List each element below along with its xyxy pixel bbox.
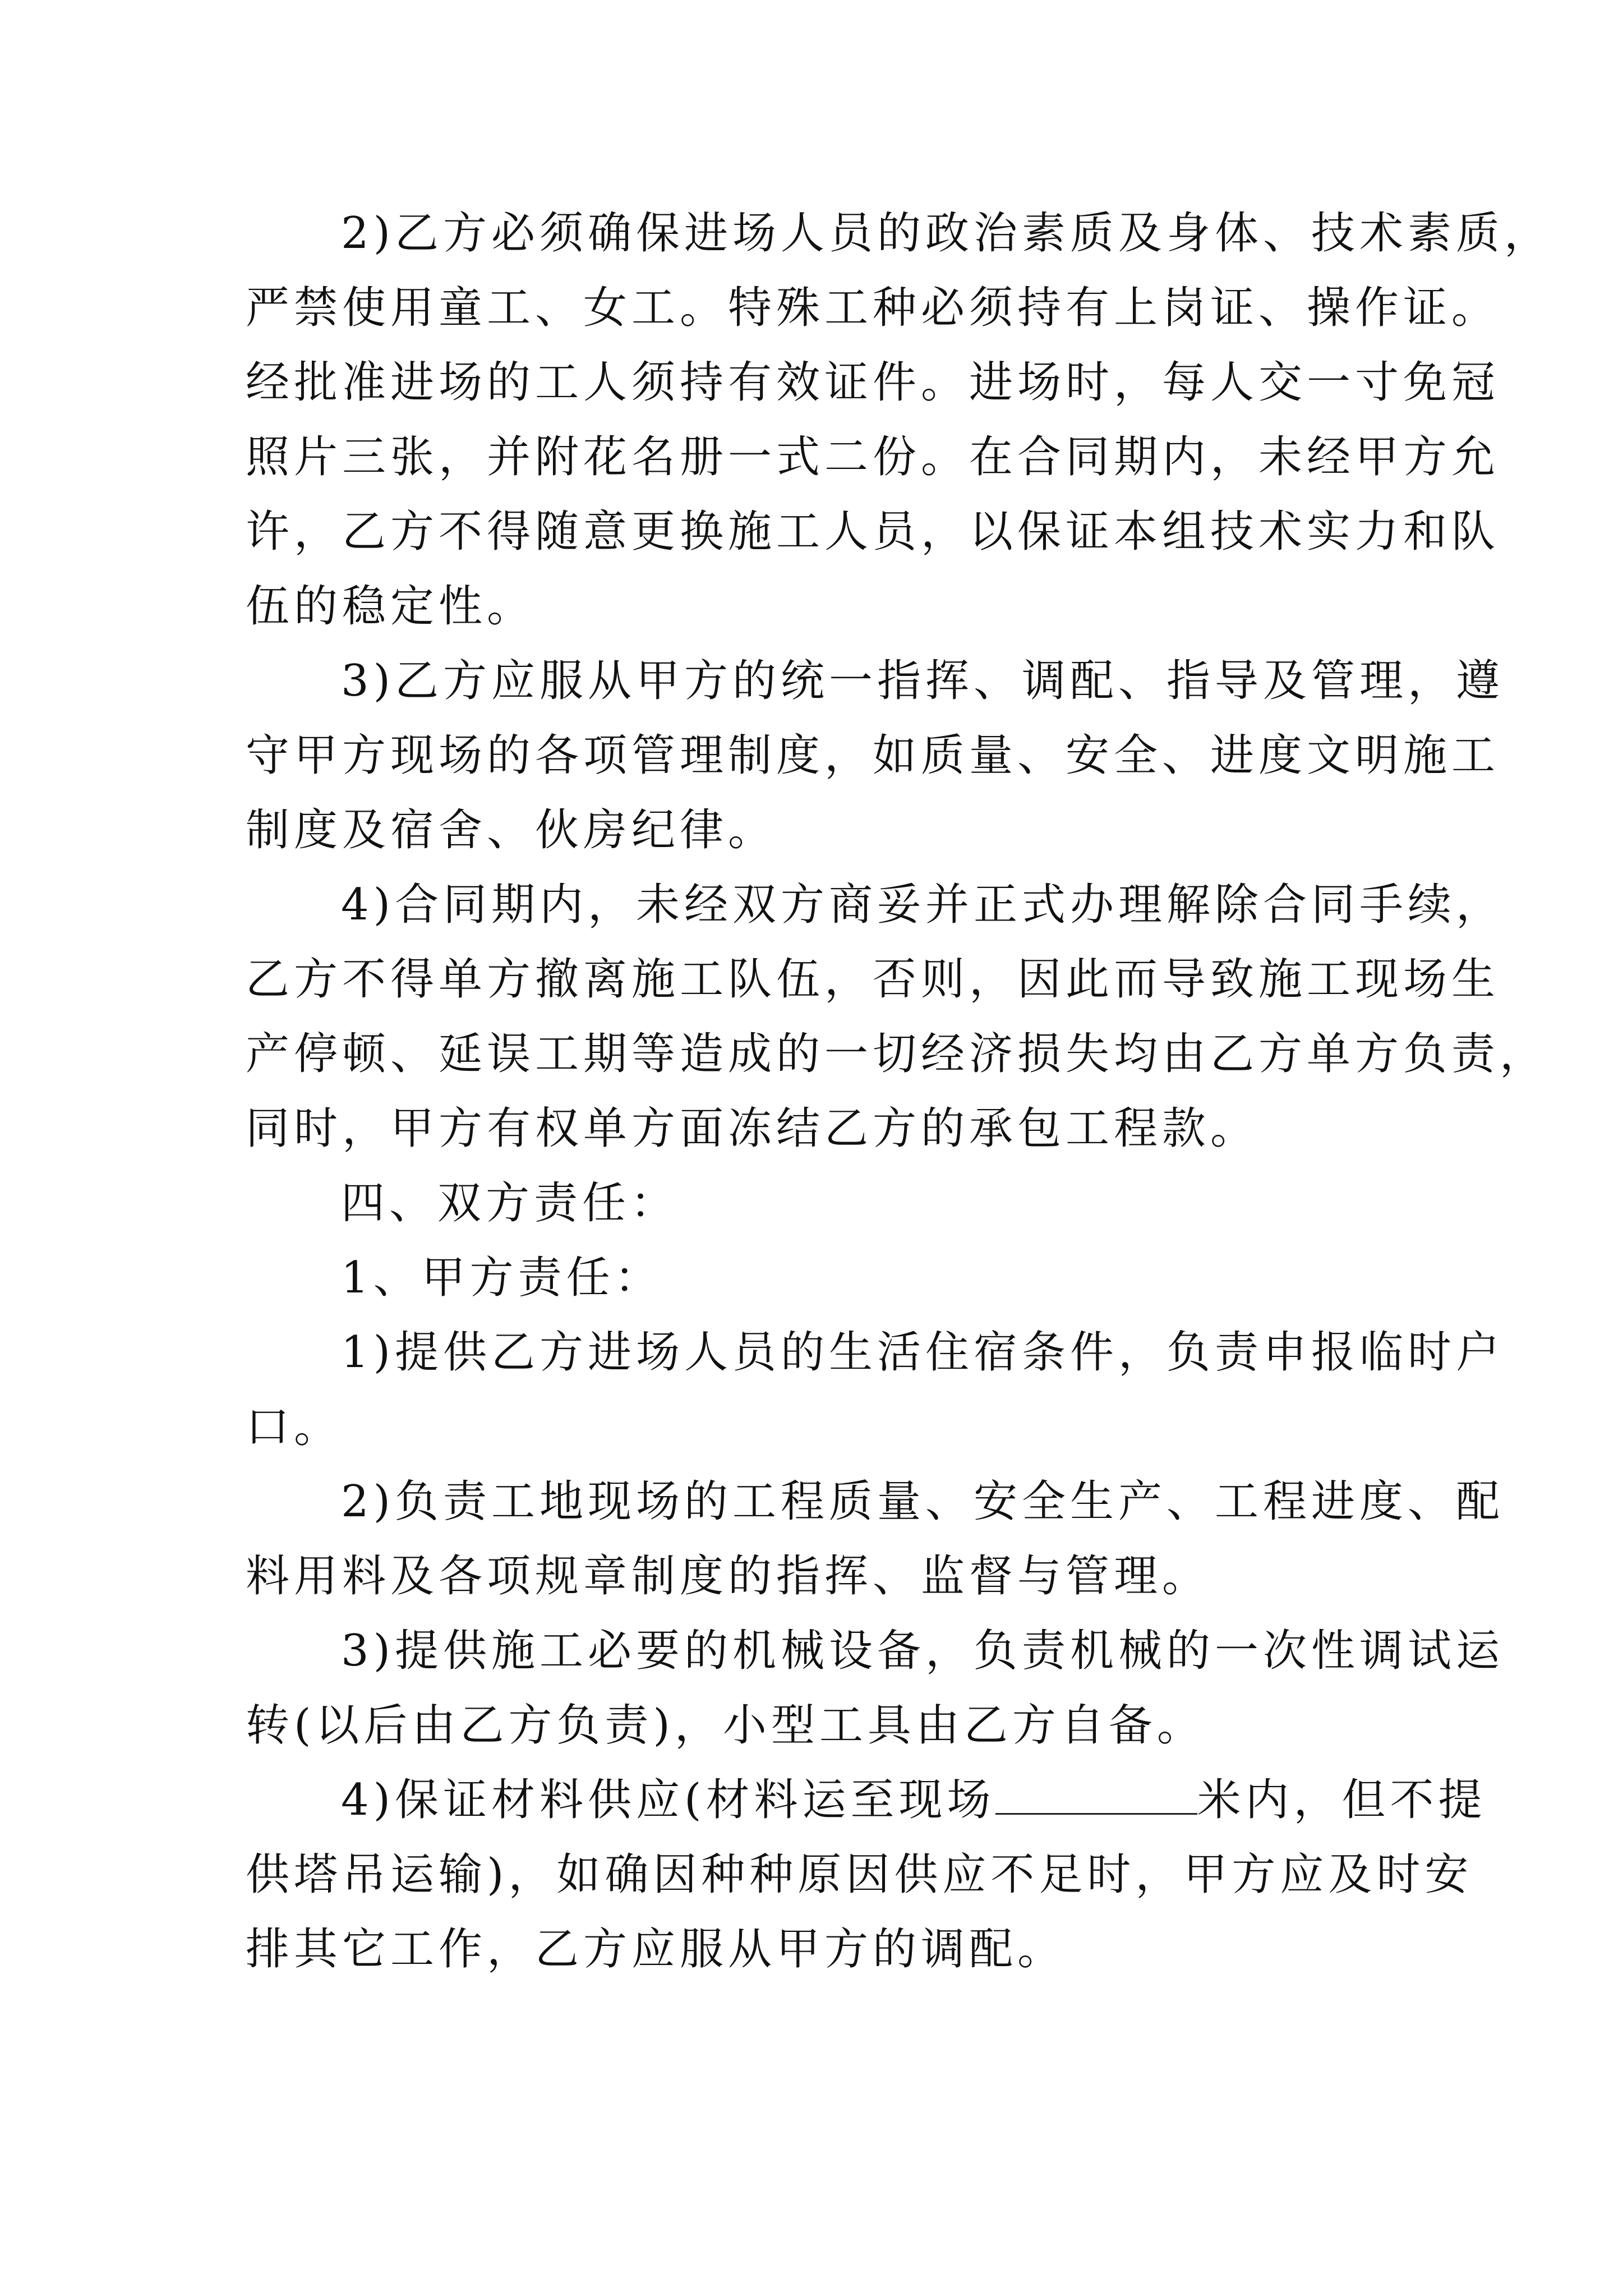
text-line: 2)乙方必须确保进场人员的政治素质及身体、技术素质， [341, 208, 1553, 259]
text-line: 产停顿、延误工期等造成的一切经济损失均由乙方单方负责， [246, 1029, 1548, 1079]
text-line: 经批准进场的工人须持有效证件。进场时，每人交一寸免冠 [246, 357, 1500, 408]
text-line: 同时，甲方有权单方面冻结乙方的承包工程款。 [246, 1103, 1259, 1154]
section-heading-responsibilities: 四、双方责任： [341, 1178, 679, 1228]
document-body [246, 196, 1553, 1987]
text-line: 排其它工作，乙方应服从甲方的调配。 [246, 1924, 1066, 1975]
text-line: 4)合同期内，未经双方商妥并正式办理解除合同手续， [341, 880, 1505, 930]
paragraph-obey-management [246, 644, 1505, 868]
text-line: 守甲方现场的各项管理制度，如质量、安全、进度文明施工 [246, 730, 1500, 781]
fill-in-blank[interactable] [995, 1774, 1197, 1815]
text-line-with-blank [246, 1763, 1487, 1838]
paragraph-accommodation [246, 1315, 1505, 1465]
text-segment: 4)保证材料供应(材料运至现场 [341, 1775, 995, 1825]
text-line: 伍的稳定性。 [246, 581, 536, 632]
text-line: 3)乙方应服从甲方的统一指挥、调配、指导及管理，遵 [341, 656, 1505, 706]
text-line: 照片三张，并附花名册一式二份。在合同期内，未经甲方允 [246, 432, 1500, 482]
paragraph-material-supply [246, 1763, 1487, 1987]
paragraph-contract-termination [246, 868, 1548, 1166]
text-line: 许，乙方不得随意更换施工人员，以保证本组技术实力和队 [246, 507, 1500, 557]
text-segment: 米内，但不提 [1197, 1775, 1487, 1825]
text-line: 制度及宿舍、伙房纪律。 [246, 805, 777, 855]
text-line: 口。 [246, 1402, 343, 1452]
paragraph-worker-qualification [246, 196, 1553, 644]
text-line: 3)提供施工必要的机械设备，负责机械的一次性调试运 [341, 1626, 1505, 1676]
subsection-heading-party-a: 1、甲方责任： [341, 1253, 663, 1303]
text-line: 严禁使用童工、女工。特殊工种必须持有上岗证、操作证。 [246, 283, 1500, 333]
paragraph-site-supervision [246, 1465, 1505, 1614]
text-line: 转(以后由乙方负责)，小型工具由乙方自备。 [246, 1700, 1205, 1751]
text-line: 料用料及各项规章制度的指挥、监督与管理。 [246, 1551, 1211, 1602]
text-line: 乙方不得单方撤离施工队伍，否则，因此而导致施工现场生 [246, 954, 1500, 1005]
text-line: 2)负责工地现场的工程质量、安全生产、工程进度、配 [341, 1476, 1505, 1527]
text-line: 供塔吊运输)，如确因种种原因供应不足时，甲方应及时安 [246, 1849, 1473, 1900]
text-line: 1)提供乙方进场人员的生活住宿条件，负责申报临时户 [341, 1327, 1505, 1378]
paragraph-equipment [246, 1614, 1505, 1763]
